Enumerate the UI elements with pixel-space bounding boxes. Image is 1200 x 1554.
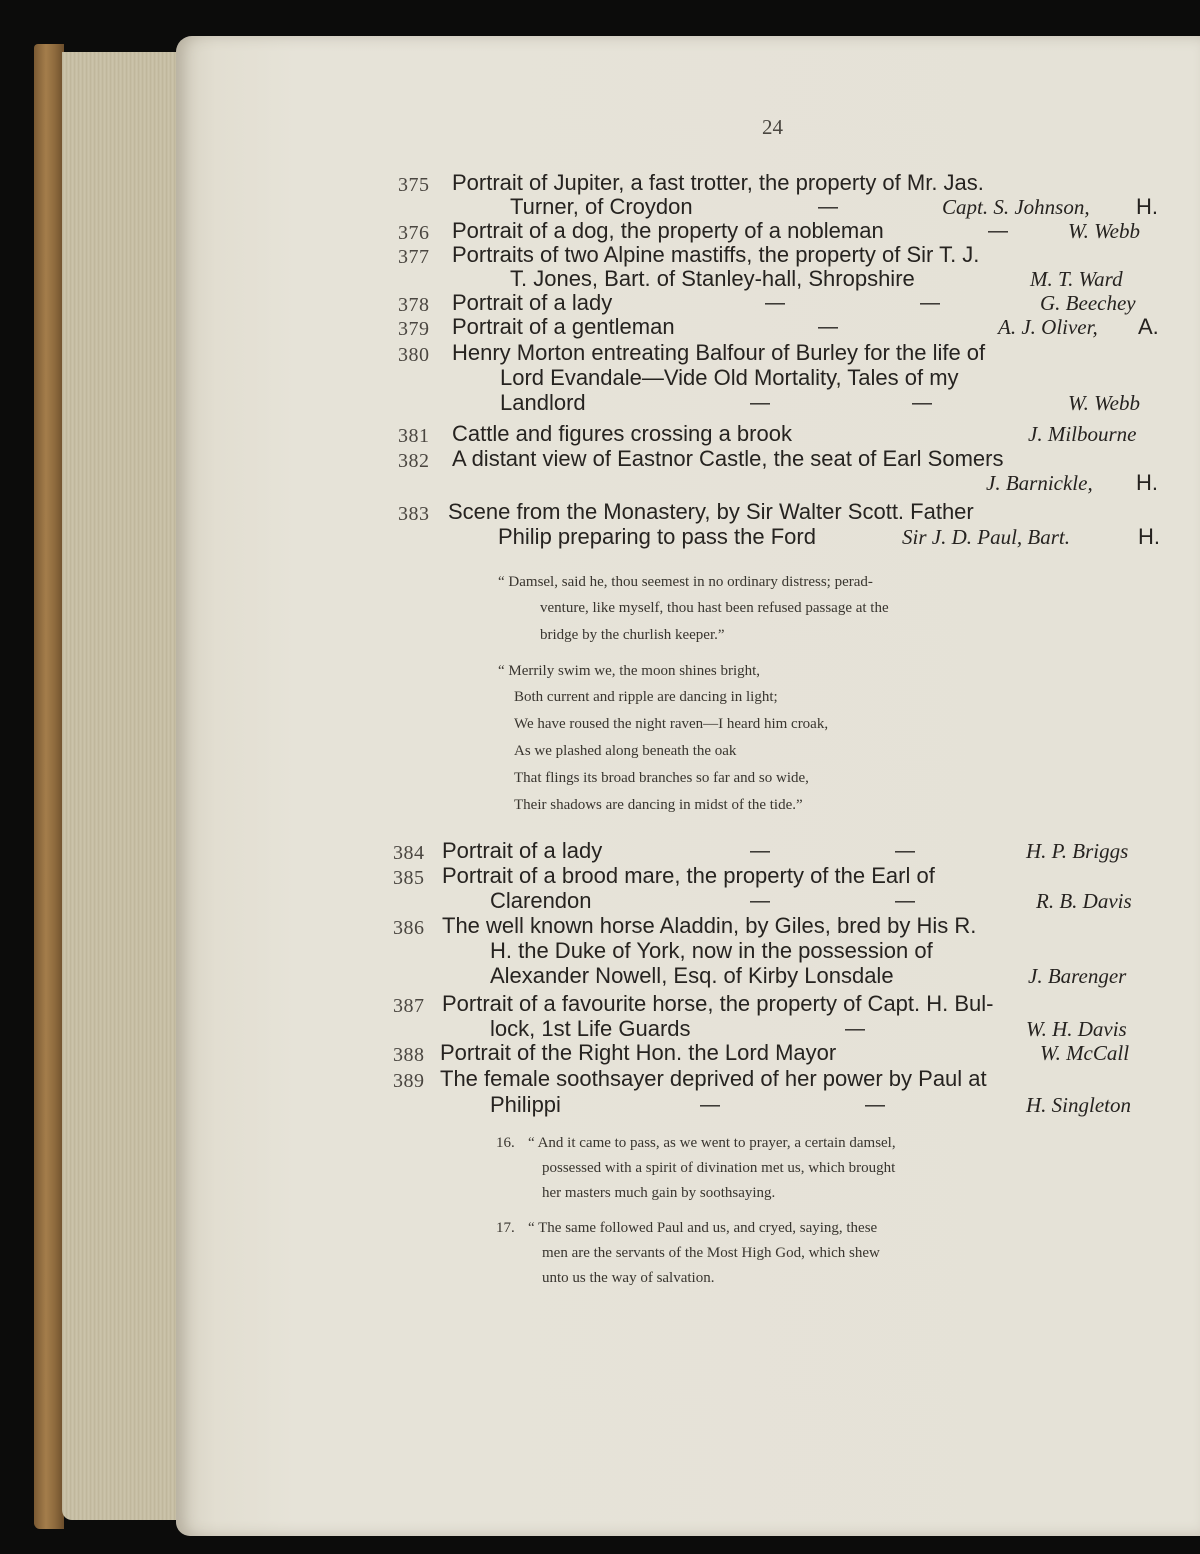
quote-line: “ The same followed Paul and us, and cryed, saying, these [528, 1220, 878, 1236]
artist-name: W. McCall [1040, 1041, 1130, 1065]
entry-title-cont: Lord Evandale—Vide Old Mortality, Tales of my [500, 365, 959, 390]
page-edges [62, 52, 188, 1520]
entry-title: Portrait of a favourite horse, the property of Capt. H. Bul- [442, 991, 994, 1016]
residence-mark: H. [1138, 524, 1160, 549]
entry-title: Portrait of a lady [452, 290, 613, 315]
quote-line: “ Damsel, said he, thou seemest in no ordinary distress; perad- [498, 574, 873, 590]
verse-line: “ Merrily swim we, the moon shines bright, [498, 663, 761, 679]
artist-name: H. P. Briggs [1026, 839, 1129, 863]
entry-number: 382 [398, 450, 430, 472]
artist-name: R. B. Davis [1036, 889, 1132, 913]
entry-number: 384 [393, 842, 425, 864]
quote-line: bridge by the churlish keeper.” [540, 627, 725, 643]
dash: — [988, 220, 1008, 242]
entry-number: 381 [398, 425, 430, 447]
entry-number: 386 [393, 917, 425, 939]
entry-title-cont: lock, 1st Life Guards [490, 1016, 691, 1041]
entry-title-cont: Clarendon [490, 888, 592, 913]
entry-title-cont: Alexander Nowell, Esq. of Kirby Lonsdale [490, 963, 894, 988]
artist-name: M. T. Ward [1030, 267, 1123, 291]
entry-title-cont: Landlord [500, 390, 586, 415]
dash: — [750, 840, 770, 862]
dash: — [845, 1018, 865, 1040]
entry-title-cont: H. the Duke of York, now in the possession of [490, 938, 933, 963]
verse-number: 17. [496, 1220, 515, 1236]
residence-mark: H. [1136, 194, 1158, 219]
artist-name: W. Webb [1068, 391, 1140, 415]
verse-line: Their shadows are dancing in midst of the tide.” [514, 797, 803, 813]
verse-line: As we plashed along beneath the oak [514, 743, 737, 759]
artist-name: H. Singleton [1026, 1093, 1131, 1117]
quote-line: unto us the way of salvation. [542, 1270, 715, 1286]
entry-title: Portrait of Jupiter, a fast trotter, the property of Mr. Jas. [452, 170, 984, 195]
entry-title-cont: Philippi [490, 1092, 561, 1117]
verse-line: That flings its broad branches so far and so wide, [514, 770, 809, 786]
dash: — [912, 392, 932, 414]
entry-number: 387 [393, 995, 425, 1017]
entry-title: A distant view of Eastnor Castle, the seat of Earl Somers [452, 446, 1004, 471]
entry-number: 388 [393, 1044, 425, 1066]
entry-title: Portrait of a dog, the property of a nobleman [452, 218, 884, 243]
quote-line: “ And it came to pass, as we went to prayer, a certain damsel, [528, 1135, 896, 1151]
quote-line: men are the servants of the Most High God, which shew [542, 1245, 880, 1261]
artist-name: J. Milbourne [1028, 422, 1137, 446]
entry-title-cont: Turner, of Croydon [510, 194, 693, 219]
dash: — [750, 890, 770, 912]
artist-name: W. Webb [1068, 219, 1140, 243]
artist-name: A. J. Oliver, [998, 315, 1098, 339]
entry-number: 377 [398, 246, 430, 268]
verse-line: We have roused the night raven—I heard him croak, [514, 716, 829, 732]
dash: — [818, 196, 838, 218]
entry-number: 389 [393, 1070, 425, 1092]
quote-line: venture, like myself, thou hast been refused passage at the [540, 600, 889, 616]
artist-name: Capt. S. Johnson, [942, 195, 1090, 219]
residence-mark: A. [1138, 314, 1159, 339]
entry-title: Portraits of two Alpine mastiffs, the property of Sir T. J. [452, 242, 980, 267]
entry-title: Cattle and figures crossing a brook [452, 421, 792, 446]
dash: — [920, 292, 940, 314]
entry-title: Portrait of a brood mare, the property of the Earl of [442, 863, 935, 888]
artist-name: J. Barenger [1028, 964, 1127, 988]
artist-name: W. H. Davis [1026, 1017, 1127, 1041]
entry-title: Portrait of a lady [442, 838, 603, 863]
entry-number: 378 [398, 294, 430, 316]
entry-title: The well known horse Aladdin, by Giles, bred by His R. [442, 913, 977, 938]
book-spine [34, 44, 64, 1529]
entry-title-cont: T. Jones, Bart. of Stanley-hall, Shropshire [510, 266, 915, 291]
entry-title-cont: Philip preparing to pass the Ford [498, 524, 816, 549]
artist-name: Sir J. D. Paul, Bart. [902, 525, 1070, 549]
verse-line: Both current and ripple are dancing in light; [514, 689, 778, 705]
entry-number: 385 [393, 867, 425, 889]
quote-line: possessed with a spirit of divination met us, which brought [542, 1160, 896, 1176]
dash: — [700, 1094, 720, 1116]
dash: — [765, 292, 785, 314]
entry-number: 383 [398, 503, 430, 525]
dash: — [895, 840, 915, 862]
dash: — [895, 890, 915, 912]
artist-name: G. Beechey [1040, 291, 1136, 315]
dash: — [818, 316, 838, 338]
artist-name: J. Barnickle, [986, 471, 1093, 495]
entry-number: 380 [398, 344, 430, 366]
quote-line: her masters much gain by soothsaying. [542, 1185, 776, 1201]
entry-title: Henry Morton entreating Balfour of Burley for the life of [452, 340, 986, 365]
entry-title: Portrait of a gentleman [452, 314, 675, 339]
entry-title: Portrait of the Right Hon. the Lord Mayor [440, 1040, 837, 1065]
entry-number: 375 [398, 174, 430, 196]
entry-number: 376 [398, 222, 430, 244]
dash: — [750, 392, 770, 414]
page-number: 24 [762, 115, 783, 139]
entry-number: 379 [398, 318, 430, 340]
entry-title: Scene from the Monastery, by Sir Walter Scott. Father [448, 499, 974, 524]
entry-title: The female soothsayer deprived of her power by Paul at [440, 1066, 987, 1091]
dash: — [865, 1094, 885, 1116]
residence-mark: H. [1136, 470, 1158, 495]
verse-number: 16. [496, 1135, 515, 1151]
